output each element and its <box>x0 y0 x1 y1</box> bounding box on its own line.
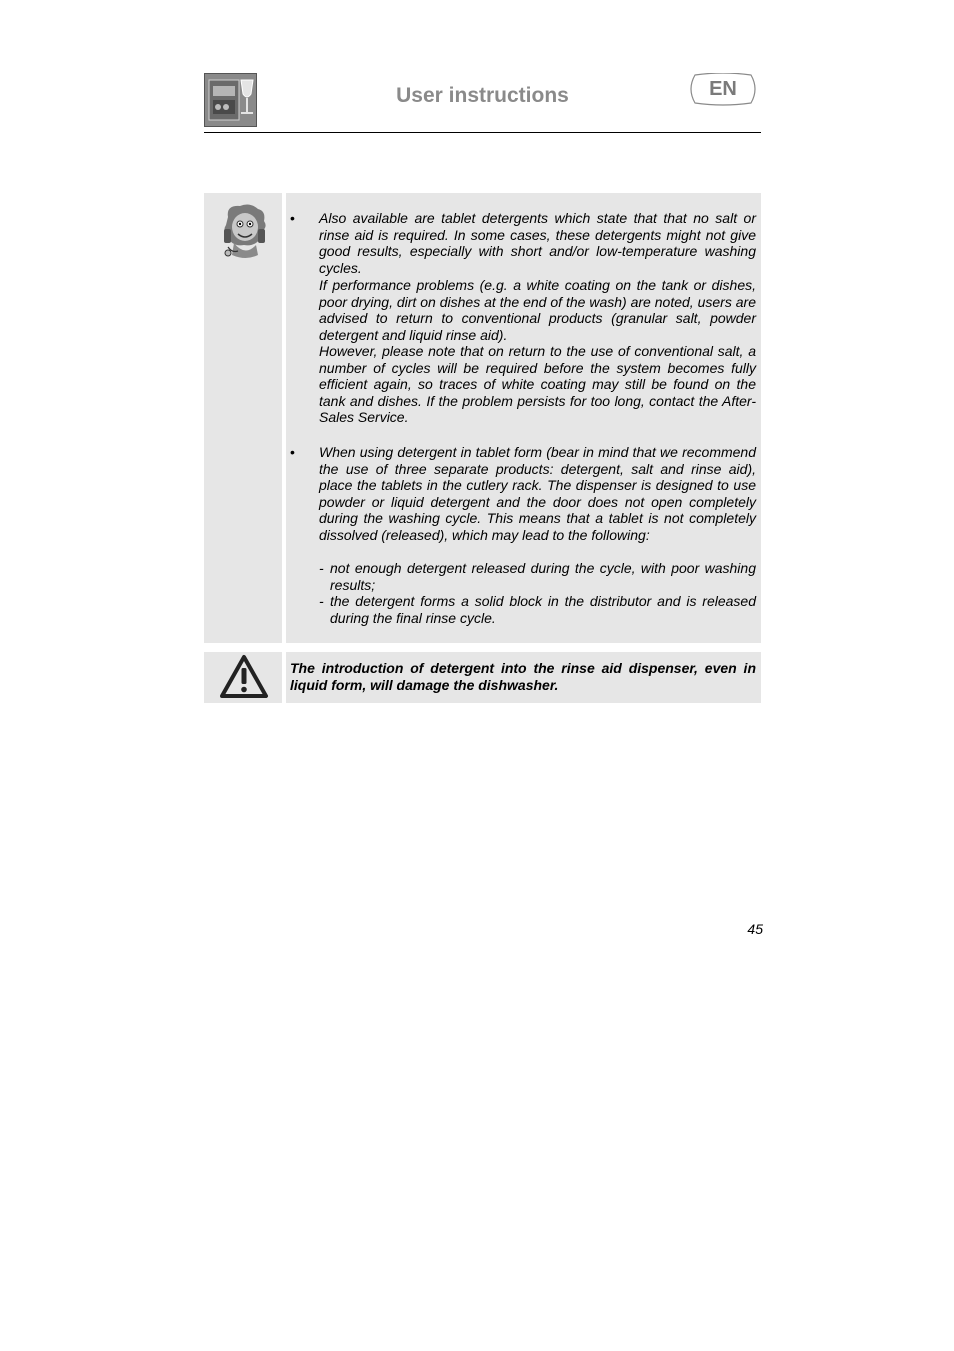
bullet-marker: • <box>290 444 295 460</box>
dishwasher-logo-icon <box>204 73 257 127</box>
tip2-dash-item-2 <box>319 593 756 626</box>
tip2-paragraph: When using detergent in tablet form (bear in mind that we recommend the use of three separate products: detergent, salt and rinse aid), place the tablets in the cutlery rack. The dispenser is designed to use powder or liquid detergent and the door does not open completely during the washing cycle. This means that a tablet is not completely dissolved (released), which may lead to the following: <box>319 444 756 543</box>
tip2-dash-item-1 <box>319 560 756 593</box>
bullet-marker: • <box>290 210 295 226</box>
warning-icon-cell <box>204 652 282 703</box>
dash-marker: - <box>319 593 324 609</box>
tip1-paragraph3: However, please note that on return to the use of conventional salt, a number of cycles will be required before the system becomes fully efficient again, so traces of white coating may still be found on the tank and dishes. If the problem persists for too long, contact the After-Sales Service. <box>319 343 756 426</box>
warning-triangle-icon <box>219 654 269 700</box>
tip1-paragraph1: Also available are tablet detergents which state that that no salt or rinse aid is required. In some cases, these detergents might not give good results, especially with short and/or low-temperature washing cycles. <box>319 210 756 276</box>
dash-item-text: not enough detergent released during the cycle, with poor washing results; <box>330 560 756 593</box>
warning-text: The introduction of detergent into the rinse aid dispenser, even in liquid form, will damage the dishwasher. <box>290 660 756 693</box>
helper-character-icon <box>218 203 270 261</box>
tip1-paragraph2: If performance problems (e.g. a white coating on the tank or dishes, poor drying, dirt on dishes at the end of the wash) are noted, users are advised to return to conventional products (granular salt, powder detergent and liquid rinse aid). <box>319 277 756 343</box>
tips-icon-cell <box>204 193 282 643</box>
language-badge <box>689 73 757 106</box>
language-code: EN <box>709 78 737 100</box>
dash-item-text: the detergent forms a solid block in the distributor and is released during the final rinse cycle. <box>330 593 756 626</box>
dash-marker: - <box>319 560 324 576</box>
page-title: User instructions <box>396 84 569 107</box>
header-divider <box>204 132 761 133</box>
page-number: 45 <box>747 921 763 937</box>
